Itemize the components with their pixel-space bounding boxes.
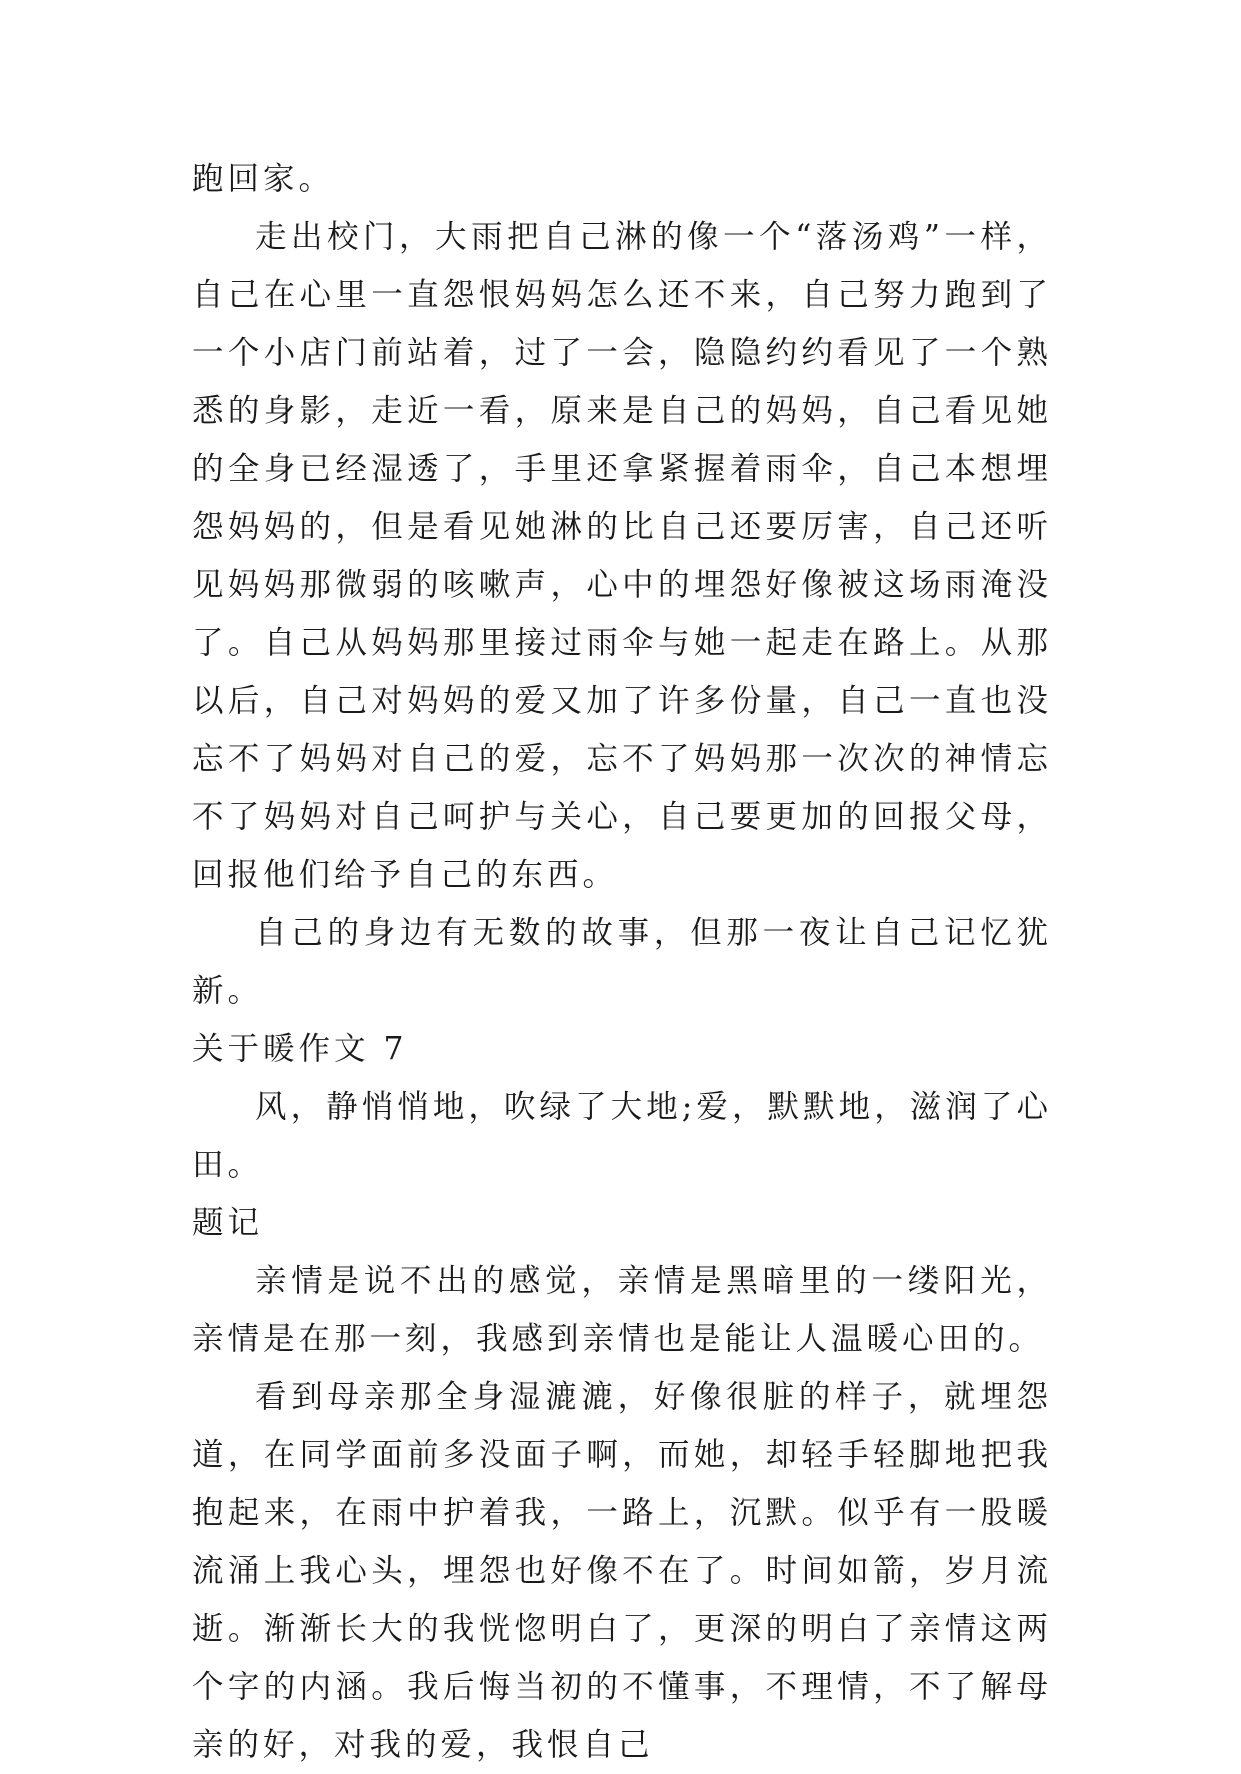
section-title: 关于暖作文 7 bbox=[192, 1031, 408, 1067]
paragraph-mother-memory: 看到母亲那全身湿漉漉，好像很脏的样子，就埋怨道，在同学面前多没面子啊，而她，却轻手轻脚地把我抱起来，在雨中护着我，一路上，沉默。似乎有一股暖流涌上我心头，埋怨也好像不在了。时间如箭，岁月流逝。渐渐长大的我恍惚明白了，更深的明白了亲情这两个字的内涵。我后悔当初的不懂事，不理情，不了解母亲的好，对我的爱，我恨自己 bbox=[192, 1379, 1052, 1763]
document-page bbox=[192, 150, 1052, 1774]
paragraph-continuation: 跑回家。 bbox=[192, 161, 335, 197]
paragraph-rainy-day: 走出校门，大雨把自己淋的像一个“落汤鸡”一样，自己在心里一直怨恨妈妈怎么还不来，自己努力跑到了一个小店门前站着，过了一会，隐隐约约看见了一个熟悉的身影，走近一看，原来是自己的妈妈，自己看见她的全身已经湿透了，手里还拿紧握着雨伞，自己本想埋怨妈妈的，但是看见她淋的比自己还要厉害，自己还听见妈妈那微弱的咳嗽声，心中的埋怨好像被这场雨淹没了。自己从妈妈那里接过雨伞与她一起走在路上。从那以后，自己对妈妈的爱又加了许多份量，自己一直也没忘不了妈妈对自己的爱，忘不了妈妈那一次次的神情忘不了妈妈对自己呵护与关心，自己要更加的回报父母，回报他们给予自己的东西。 bbox=[192, 219, 1052, 893]
paragraph-conclusion: 自己的身边有无数的故事，但那一夜让自己记忆犹新。 bbox=[192, 915, 1052, 1009]
paragraph-epigraph-attribution: 题记 bbox=[192, 1205, 264, 1241]
paragraph-epigraph: 风，静悄悄地，吹绿了大地;爱，默默地，滋润了心田。 bbox=[192, 1089, 1052, 1183]
paragraph-family-love: 亲情是说不出的感觉，亲情是黑暗里的一缕阳光，亲情是在那一刻，我感到亲情也是能让人温暖心田的。 bbox=[192, 1263, 1052, 1357]
